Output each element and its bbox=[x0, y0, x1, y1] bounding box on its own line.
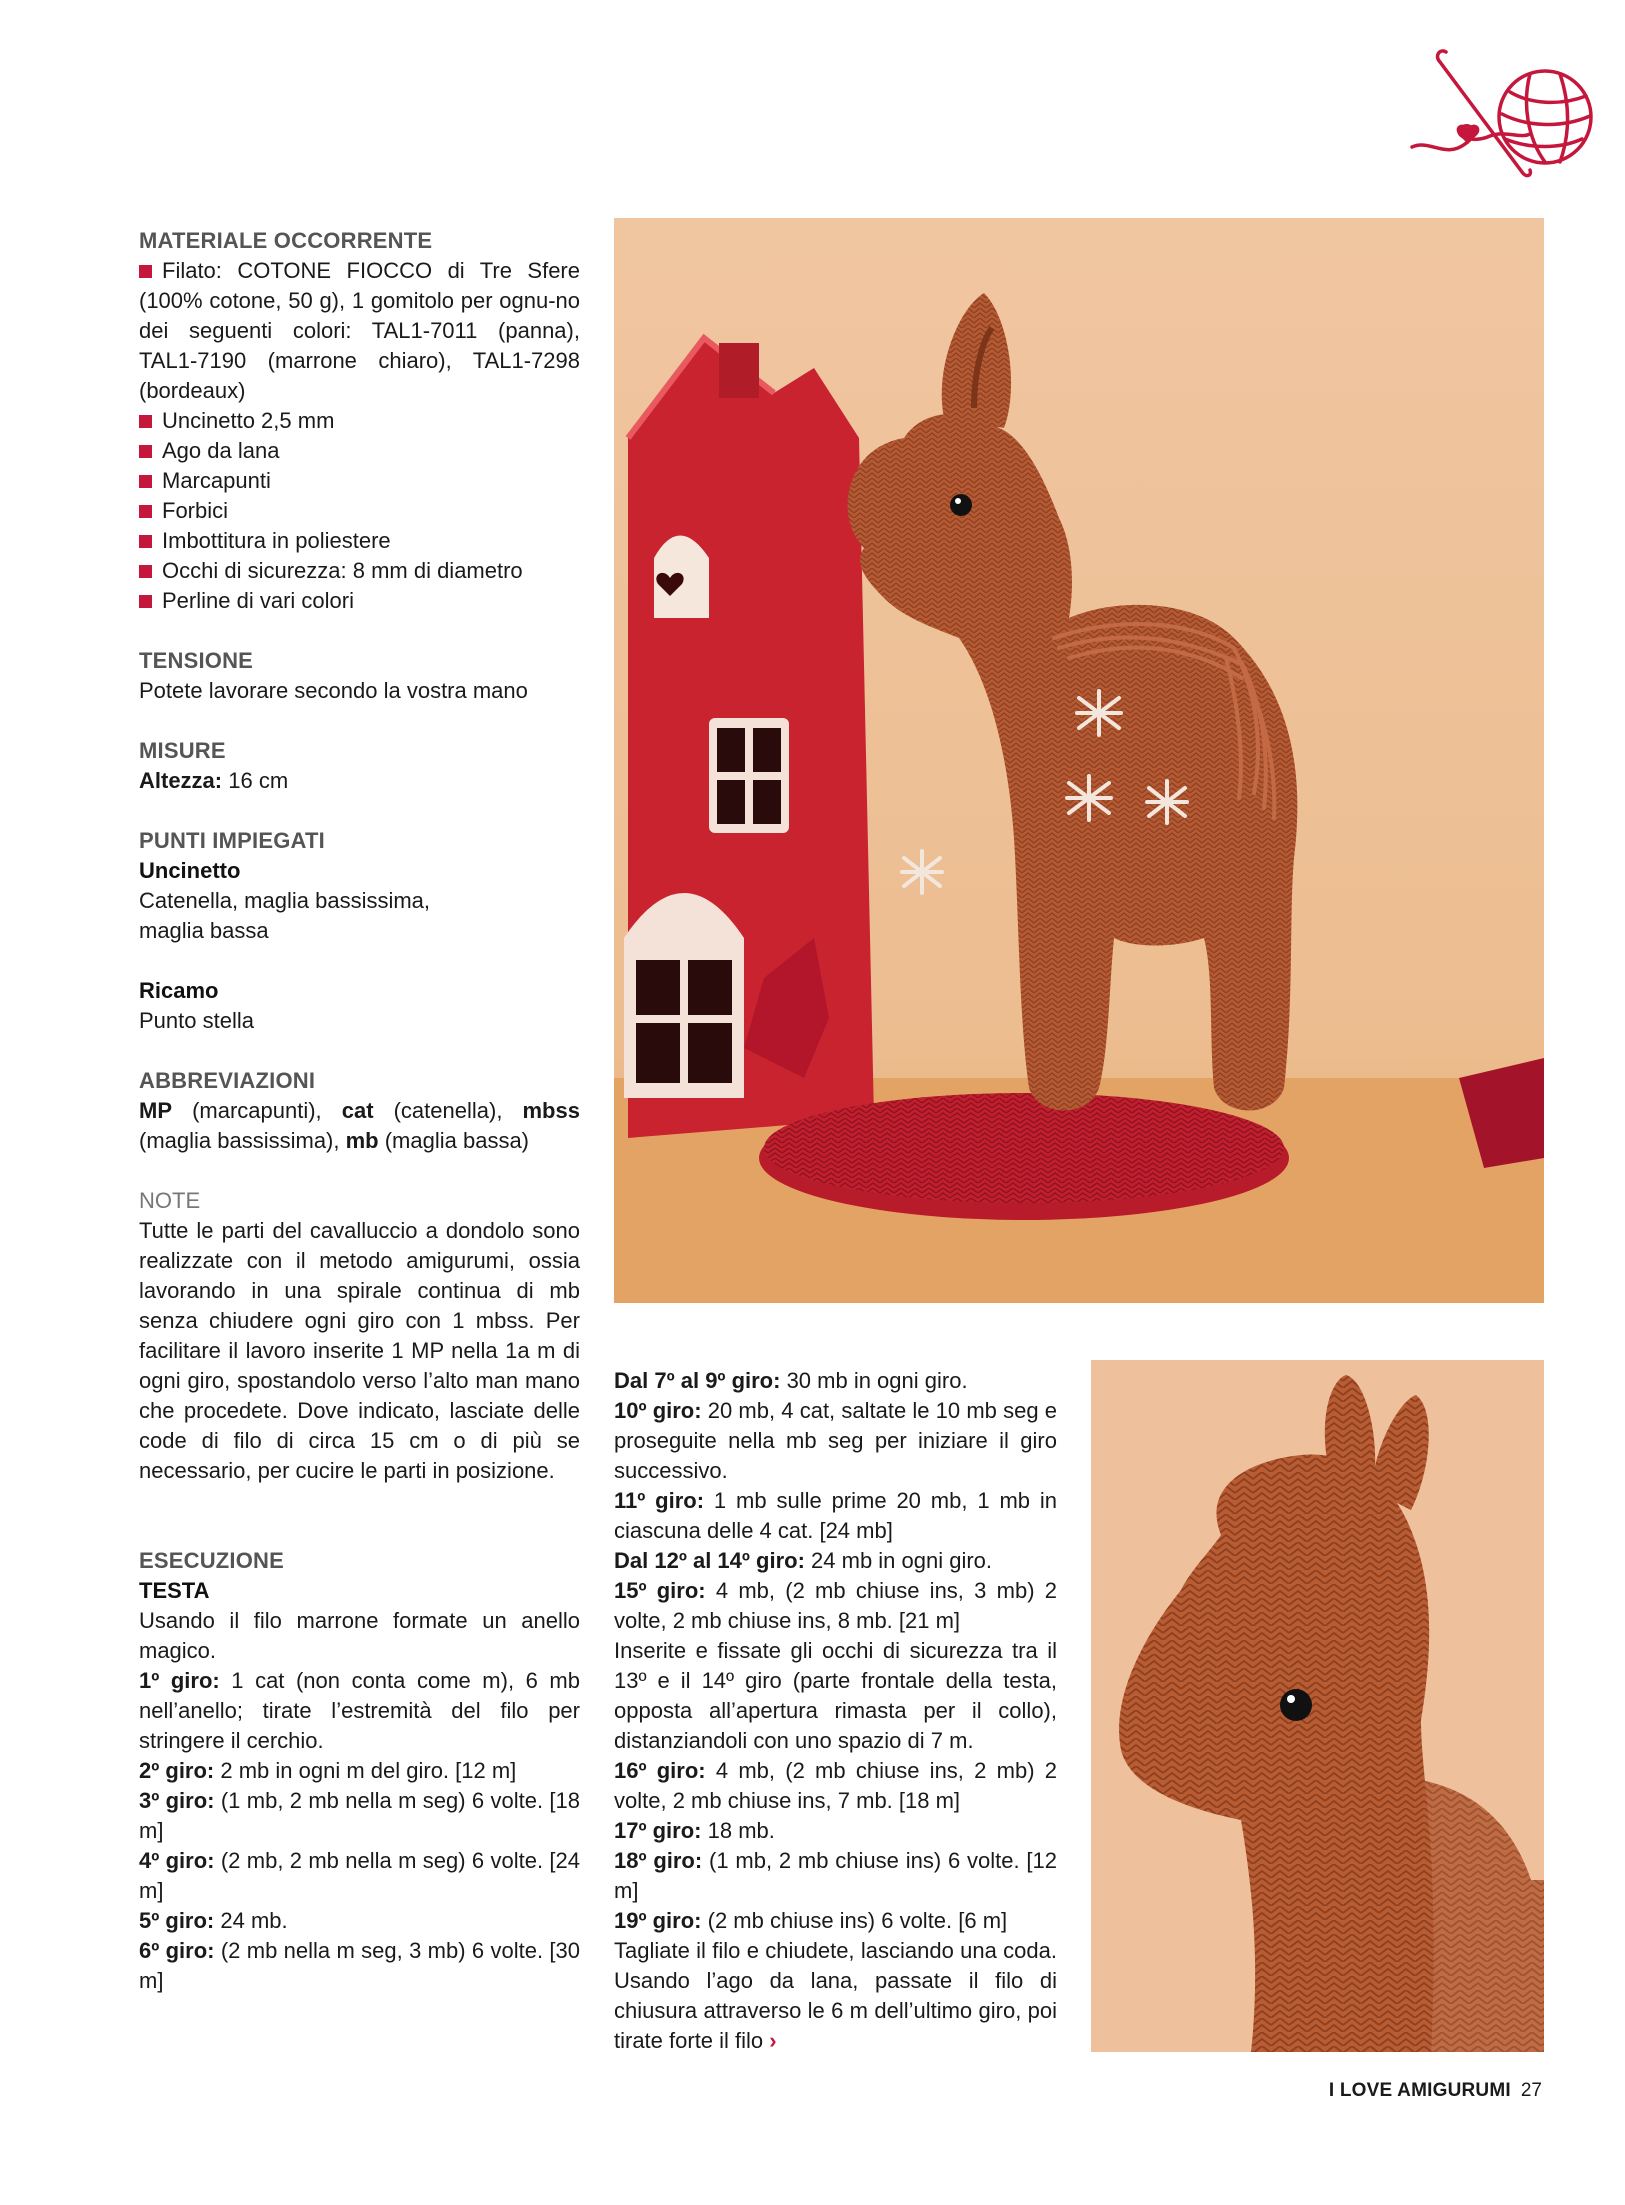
materials-item: Uncinetto 2,5 mm bbox=[139, 406, 580, 436]
materials-item: Marcapunti bbox=[139, 466, 580, 496]
sizes-height: Altezza: 16 cm bbox=[139, 768, 289, 793]
round-entry: 10º giro: 20 mb, 4 cat, saltate le 10 mb seg e proseguite nella mb seg per iniziare il giro successivo. bbox=[614, 1398, 1057, 1483]
materials-item: Occhi di sicurezza: 8 mm di diametro bbox=[139, 556, 580, 586]
chevron-right-icon: › bbox=[769, 2028, 777, 2053]
page-number: 27 bbox=[1520, 2080, 1542, 2101]
materials-item-yarn: Filato: COTONE FIOCCO di Tre Sfere (100% cotone, 50 g), 1 gomitolo per ognu-no dei seguenti colori: TAL1-7011 (panna), TAL1-7190 (marrone chiaro), TAL1-7298 (bordeaux) bbox=[139, 258, 580, 403]
materials-item: Perline di vari colori bbox=[139, 586, 580, 616]
stitches-crochet-label: Uncinetto bbox=[139, 858, 241, 883]
page-footer bbox=[1170, 2078, 1542, 2104]
tension-text: Potete lavorare secondo la vostra mano bbox=[139, 678, 528, 703]
execution-part-title: TESTA bbox=[139, 1578, 210, 1603]
round-entry: Dal 12º al 14º giro: 24 mb in ogni giro. bbox=[614, 1548, 993, 1573]
tension-title: TENSIONE bbox=[139, 648, 254, 673]
materials-item: Imbottitura in poliestere bbox=[139, 526, 580, 556]
abbreviations-title: ABBREVIAZIONI bbox=[139, 1068, 316, 1093]
square-bullet-icon bbox=[139, 505, 152, 518]
round-entry: 2º giro: 2 mb in ogni m del giro. [12 m] bbox=[139, 1758, 517, 1783]
materials-item: Ago da lana bbox=[139, 436, 580, 466]
square-bullet-icon bbox=[139, 265, 152, 278]
square-bullet-icon bbox=[139, 565, 152, 578]
round-entry: 18º giro: (1 mb, 2 mb chiuse ins) 6 volte. [12 m] bbox=[614, 1848, 1057, 1903]
yarn-ball-heart-icon bbox=[1410, 44, 1595, 194]
round-entry: 15º giro: 4 mb, (2 mb chiuse ins, 3 mb) 2 volte, 2 mb chiuse ins, 8 mb. [21 m] bbox=[614, 1578, 1057, 1633]
execution-title: ESECUZIONE bbox=[139, 1548, 285, 1573]
sizes-title: MISURE bbox=[139, 738, 226, 763]
stitches-title: PUNTI IMPIEGATI bbox=[139, 828, 325, 853]
round-entry: 1º giro: 1 cat (non conta come m), 6 mb nell’anello; tirate l’estremità del filo per stringere il cerchio. bbox=[139, 1668, 580, 1753]
round-entry: 19º giro: (2 mb chiuse ins) 6 volte. [6 m] bbox=[614, 1908, 1008, 1933]
round-entry: 6º giro: (2 mb nella m seg, 3 mb) 6 volte. [30 m] bbox=[139, 1938, 580, 1993]
square-bullet-icon bbox=[139, 475, 152, 488]
square-bullet-icon bbox=[139, 445, 152, 458]
note-text: Tutte le parti del cavalluccio a dondolo sono realizzate con il metodo amigurumi, ossia lavorando in una spirale continua di mb senza chiudere ogni giro con 1 mbss. Per facilitare il lavoro inserite 1 MP nella 1a m di ogni giro, spostandolo verso l’alto man mano che procedete. Dove indicato, lasciate delle code di filo di circa 15 cm o di più se necessario, per cucire le parti in posizione. bbox=[139, 1218, 580, 1483]
round-entry: Dal 7º al 9º giro: 30 mb in ogni giro. bbox=[614, 1368, 968, 1393]
stitches-crochet-text: Catenella, maglia bassissima, maglia bassa bbox=[139, 888, 431, 943]
round-entry: 16º giro: 4 mb, (2 mb chiuse ins, 2 mb) 2 volte, 2 mb chiuse ins, 7 mb. [18 m] bbox=[614, 1758, 1057, 1813]
square-bullet-icon bbox=[139, 595, 152, 608]
round-entry: 3º giro: (1 mb, 2 mb nella m seg) 6 volte. [18 m] bbox=[139, 1788, 580, 1843]
note-title: NOTE bbox=[139, 1188, 201, 1213]
round-entry: 11º giro: 1 mb sulle prime 20 mb, 1 mb in ciascuna delle 4 cat. [24 mb] bbox=[614, 1488, 1057, 1543]
rocking-horse-photo bbox=[614, 218, 1544, 1303]
square-bullet-icon bbox=[139, 415, 152, 428]
materials-item: Forbici bbox=[139, 496, 580, 526]
left-column bbox=[139, 226, 580, 1996]
execution-intro: Usando il filo marrone formate un anello magico. bbox=[139, 1608, 580, 1663]
middle-column bbox=[614, 1366, 1057, 2056]
round-entry: 17º giro: 18 mb. bbox=[614, 1818, 775, 1843]
horse-head-detail-photo bbox=[1091, 1360, 1544, 2052]
round-entry: Inserite e fissate gli occhi di sicurezza tra il 13º e il 14º giro (parte frontale della testa, opposta all’apertura rimasta per il collo), distanziandoli con uno spazio di 7 m. bbox=[614, 1638, 1057, 1753]
magazine-name: I LOVE AMIGURUMI bbox=[1328, 2080, 1511, 2101]
round-entry: 4º giro: (2 mb, 2 mb nella m seg) 6 volte. [24 m] bbox=[139, 1848, 580, 1903]
round-entry: Tagliate il filo e chiudete, lasciando una coda. Usando l’ago da lana, passate il filo di chiusura attraverso le 6 m dell’ultimo giro, poi tirate forte il filo › bbox=[614, 1938, 1057, 2053]
round-entry: 5º giro: 24 mb. bbox=[139, 1908, 288, 1933]
stitches-embroidery-text: Punto stella bbox=[139, 1008, 254, 1033]
square-bullet-icon bbox=[139, 535, 152, 548]
abbreviations-text: MP (marcapunti), cat (catenella), mbss (maglia bassissima), mb (maglia bassa) bbox=[139, 1098, 580, 1153]
stitches-embroidery-label: Ricamo bbox=[139, 978, 219, 1003]
materials-title: MATERIALE OCCORRENTE bbox=[139, 228, 433, 253]
